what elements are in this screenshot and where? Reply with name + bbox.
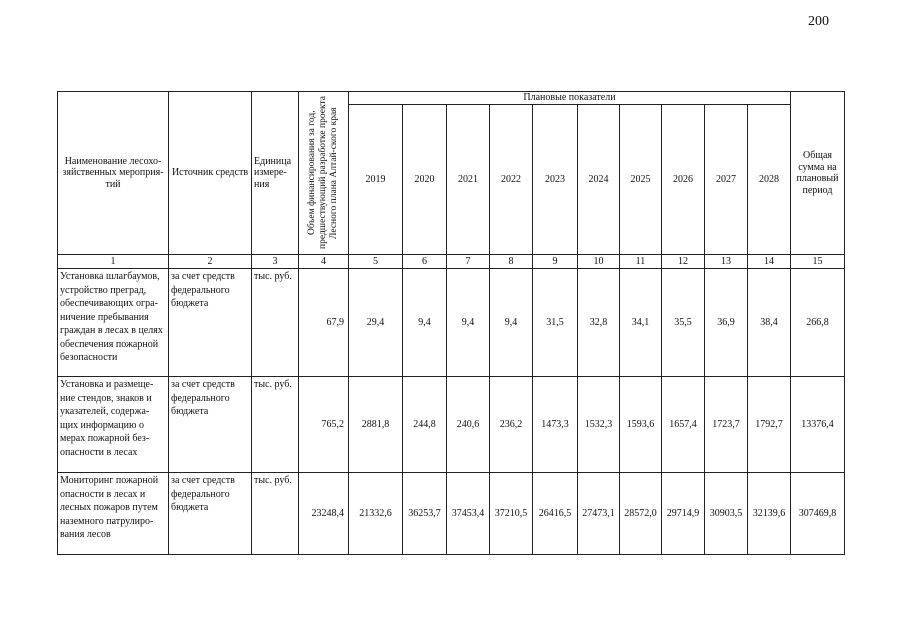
row-value: 31,5	[533, 269, 578, 377]
row-value: 21332,6	[349, 473, 403, 555]
column-number: 1	[58, 255, 169, 269]
column-number: 11	[620, 255, 662, 269]
row-total: 307469,8	[791, 473, 845, 555]
column-number: 3	[252, 255, 299, 269]
row-value: 27473,1	[578, 473, 620, 555]
row-value: 1473,3	[533, 377, 578, 473]
column-number-row	[58, 255, 845, 269]
column-number: 7	[447, 255, 490, 269]
column-number: 2	[169, 255, 252, 269]
page-number: 200	[808, 14, 829, 29]
column-number: 13	[705, 255, 748, 269]
header-name: Наименование лесохо-зяйственных мероприя-тий	[58, 92, 169, 255]
row-value: 1657,4	[662, 377, 705, 473]
row-name: Мониторинг пожарной опасности в лесах и лесных пожаров путем наземного патрулиро-вания лесов	[58, 473, 169, 555]
header-volume-text: Объем финансирования за год, предшествующий разработке проекта Лесного плана Алтай-ского края	[307, 96, 339, 250]
row-value: 30903,5	[705, 473, 748, 555]
row-value: 1532,3	[578, 377, 620, 473]
row-total: 13376,4	[791, 377, 845, 473]
header-row-top	[58, 92, 845, 105]
row-unit: тыс. руб.	[252, 473, 299, 555]
row-value: 1792,7	[748, 377, 791, 473]
row-name: Установка шлагбаумов, устройство преград, обеспечивающих огра-ничение пребывания граждан в лесах в целях обеспечения пожарной безопасности	[58, 269, 169, 377]
row-value: 29714,9	[662, 473, 705, 555]
row-source: за счет средств федерального бюджета	[169, 377, 252, 473]
row-volume: 67,9	[299, 269, 349, 377]
column-number: 8	[490, 255, 533, 269]
row-value: 236,2	[490, 377, 533, 473]
column-number: 6	[403, 255, 447, 269]
row-value: 26416,5	[533, 473, 578, 555]
header-volume	[299, 92, 349, 255]
header-year: 2024	[578, 104, 620, 255]
header-year: 2022	[490, 104, 533, 255]
column-number: 15	[791, 255, 845, 269]
row-value: 36253,7	[403, 473, 447, 555]
row-source: за счет средств федерального бюджета	[169, 473, 252, 555]
column-number: 10	[578, 255, 620, 269]
header-total: Общая сумма на плановый период	[791, 92, 845, 255]
row-value: 28572,0	[620, 473, 662, 555]
row-unit: тыс. руб.	[252, 269, 299, 377]
row-total: 266,8	[791, 269, 845, 377]
header-year: 2019	[349, 104, 403, 255]
row-value: 34,1	[620, 269, 662, 377]
row-volume: 765,2	[299, 377, 349, 473]
row-value: 29,4	[349, 269, 403, 377]
row-unit: тыс. руб.	[252, 377, 299, 473]
row-value: 9,4	[490, 269, 533, 377]
column-number: 5	[349, 255, 403, 269]
header-unit: Единица измере-ния	[252, 92, 299, 255]
row-value: 244,8	[403, 377, 447, 473]
column-number: 14	[748, 255, 791, 269]
header-year: 2026	[662, 104, 705, 255]
row-value: 32139,6	[748, 473, 791, 555]
row-value: 9,4	[403, 269, 447, 377]
column-number: 9	[533, 255, 578, 269]
row-value: 9,4	[447, 269, 490, 377]
row-value: 2881,8	[349, 377, 403, 473]
header-year: 2028	[748, 104, 791, 255]
header-planned: Плановые показатели	[349, 92, 791, 105]
row-value: 37210,5	[490, 473, 533, 555]
row-value: 240,6	[447, 377, 490, 473]
header-year: 2020	[403, 104, 447, 255]
row-value: 32,8	[578, 269, 620, 377]
header-year: 2025	[620, 104, 662, 255]
row-value: 1723,7	[705, 377, 748, 473]
header-year: 2021	[447, 104, 490, 255]
planned-indicators-table	[57, 91, 845, 555]
table-row	[58, 269, 845, 377]
table-row	[58, 473, 845, 555]
row-source: за счет средств федерального бюджета	[169, 269, 252, 377]
table-row	[58, 377, 845, 473]
row-volume: 23248,4	[299, 473, 349, 555]
row-value: 36,9	[705, 269, 748, 377]
header-year: 2023	[533, 104, 578, 255]
row-value: 38,4	[748, 269, 791, 377]
row-value: 1593,6	[620, 377, 662, 473]
row-value: 35,5	[662, 269, 705, 377]
column-number: 12	[662, 255, 705, 269]
header-source: Источник средств	[169, 92, 252, 255]
header-year: 2027	[705, 104, 748, 255]
row-name: Установка и размеще-ние стендов, знаков и указателей, содержа-щих информацию о мерах пожарной без-опасности в лесах	[58, 377, 169, 473]
row-value: 37453,4	[447, 473, 490, 555]
column-number: 4	[299, 255, 349, 269]
